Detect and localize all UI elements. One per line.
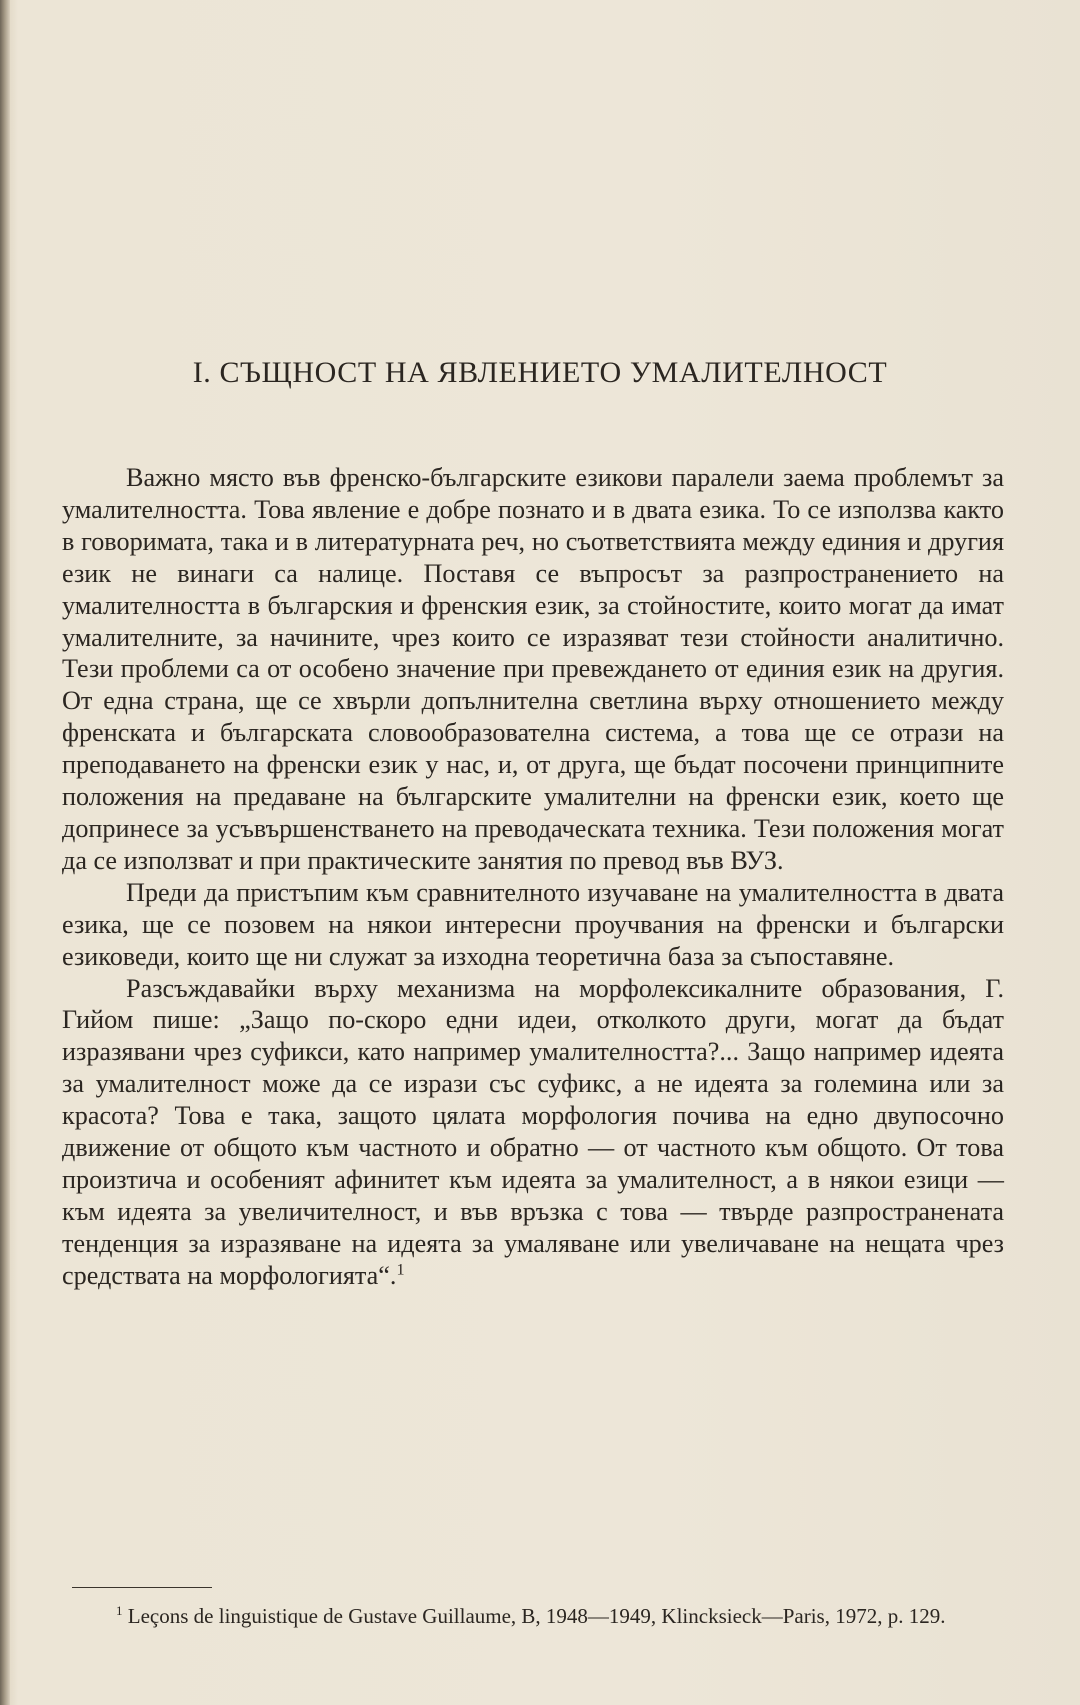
footnote-divider [72, 1587, 212, 1588]
paragraph-3 [62, 973, 1004, 1292]
page-binding-edge [0, 0, 10, 1705]
footnote-marker: 1 [116, 1603, 123, 1619]
chapter-heading: I. СЪЩНОСТ НА ЯВЛЕНИЕТО УМАЛИТЕЛНОСТ [192, 356, 888, 389]
footnote [64, 1602, 1024, 1631]
body-text [62, 462, 1004, 1292]
footnote-text: Leçons de linguistique de Gustave Guillaume, B, 1948—1949, Klincksieck—Paris, 1972, p. 129. [127, 1604, 946, 1628]
footnote-reference: 1 [396, 1259, 405, 1278]
paragraph-2: Преди да пристъпим към сравнителното изучаване на умалителността в двата езика, ще се позовем на някои интересни проучвания на френски и български езиковеди, които ще ни служат за изходна теоретична база за съпоставяне. [62, 877, 1004, 971]
paragraph-3-text: Разсъждавайки върху механизма на морфолексикалните образования, Г. Гийом пише: „Защо по-скоро едни идеи, отколкото други, могат да бъдат изразявани чрез суфикси, като например умалителността?... Защо например идеята за умалителност може да се изрази със суфикс, а не идеята за големина или за красота? Това е така, защото цялата морфология почива на едно двупосочно движение от общото към частното и обратно — от частното към общото. От това произтича и особеният афинитет към идеята за умалителност, а в някои езици — към идеята за увеличителност, и във връзка с това — твърде разпространената тенденция за изразяване на идеята за умаляване или увеличаване на нещата чрез средствата на морфологията“. [62, 973, 1004, 1290]
paragraph-1: Важно място във френско-българските езикови паралели заема проблемът за умалителността. Това явление е добре познато и в двата езика. То се използва както в говоримата, така и в литературната реч, но съответствията между единия и другия език не винаги са налице. Поставя се въпросът за разпространението на умалителността в българския и френския език, за стойностите, които могат да имат умалителните, за начините, чрез които се изразяват тези стойности аналитично. Тези проблеми са от особено значение при превеждането от единия език на другия. От една страна, ще се хвърли допълнителна светлина върху отношението между френската и българската словообразователна система, а това ще се отрази на преподаването на френски език у нас, и, от друга, ще бъдат посочени принципните положения на предаване на българските умалителни на френски език, което ще допринесе за усъвършенстването на преводаческата техника. Тези положения могат да се използват и при практическите занятия по превод във ВУЗ. [62, 463, 1004, 875]
